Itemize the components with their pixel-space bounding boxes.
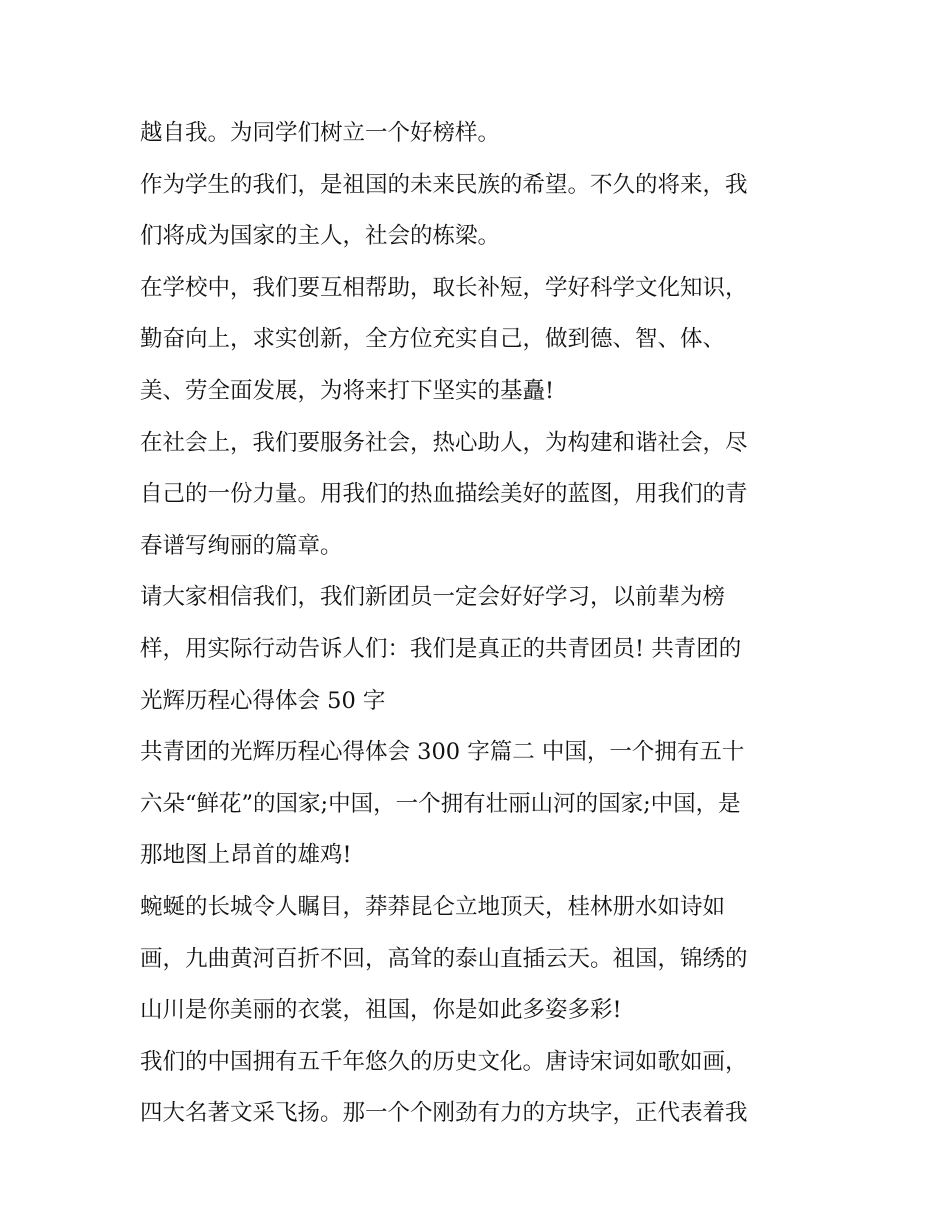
text-line: 共青团的光辉历程心得体会 300 字篇二 中国，一个拥有五十: [140, 739, 745, 766]
text-line: 样，用实际行动告诉人们：我们是真正的共青团员! 共青团的: [140, 635, 742, 662]
document-body: [140, 108, 820, 1140]
text-line: 自己的一份力量。用我们的热血描绘美好的蓝图，用我们的青: [140, 481, 748, 508]
text-line: 我们的中国拥有五千年悠久的历史文化。唐诗宋词如歌如画，: [140, 1048, 748, 1075]
text-line: 请大家相信我们，我们新团员一定会好好学习，以前辈为榜: [140, 584, 726, 611]
text-line: 们将成为国家的主人，社会的栋梁。: [140, 223, 501, 250]
text-line: 四大名著文采飞扬。那一个个刚劲有力的方块字，正代表着我: [140, 1100, 748, 1127]
text-line: 越自我。为同学们树立一个好榜样。: [140, 120, 501, 146]
text-line: 六朵“鲜花”的国家;中国，一个拥有壮丽山河的国家;中国，是: [140, 790, 741, 817]
text-line: 在学校中，我们要互相帮助，取长补短，学好科学文化知识，: [140, 274, 748, 301]
text-line: 蜿蜒的长城令人瞩目，莽莽昆仑立地顶天，桂林册水如诗如: [140, 893, 726, 920]
text-line: 山川是你美丽的衣裳，祖国，你是如此多姿多彩!: [140, 997, 622, 1024]
text-line: 作为学生的我们，是祖国的未来民族的希望。不久的将来，我: [140, 171, 748, 198]
text-line: 画，九曲黄河百折不回，高耸的泰山直插云天。祖国，锦绣的: [140, 945, 748, 972]
text-line: 在社会上，我们要服务社会，热心助人，为构建和谐社会，尽: [140, 429, 748, 456]
text-line: 那地图上昂首的雄鸡!: [140, 842, 352, 869]
text-line: 光辉历程心得体会 50 字: [140, 687, 386, 714]
text-line: 美、劳全面发展，为将来打下坚实的基矗!: [140, 377, 555, 404]
text-line: 春谱写绚丽的篇章。: [140, 532, 343, 559]
text-line: 勤奋向上，求实创新，全方位充实自己，做到德、智、体、: [140, 326, 726, 353]
